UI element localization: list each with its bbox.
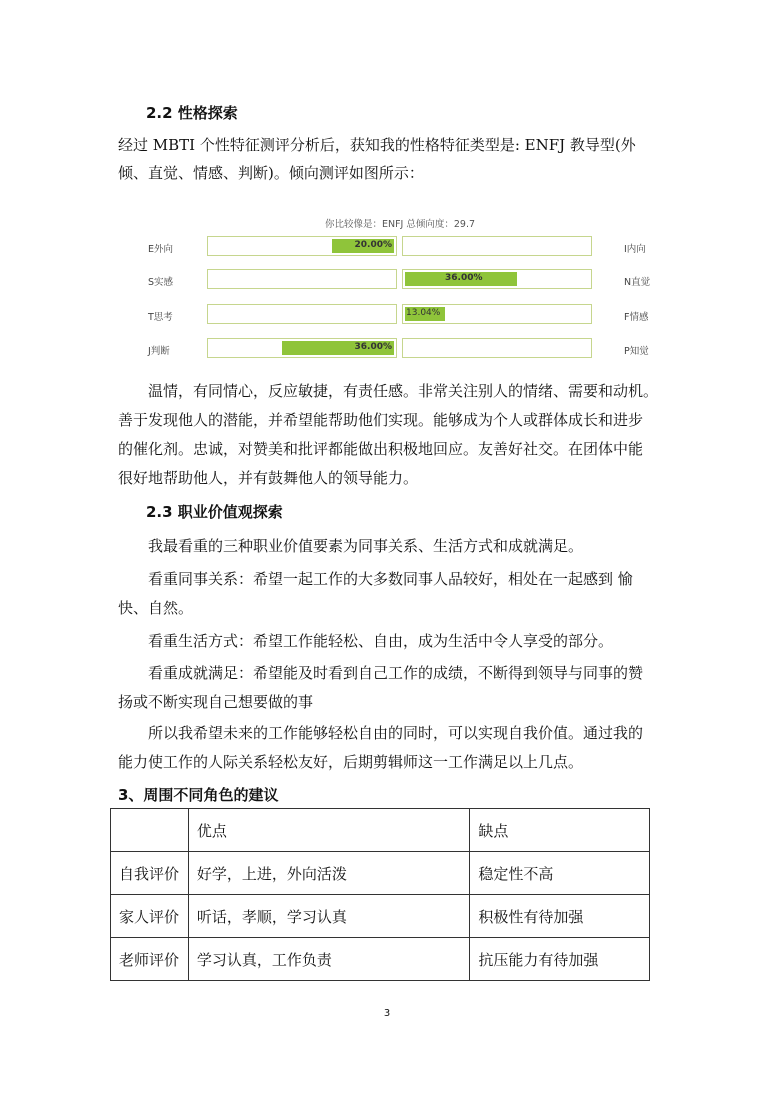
table-row	[111, 852, 650, 895]
chart-right-label: F情感	[624, 312, 649, 323]
chart-left-label: E外向	[148, 244, 174, 255]
values-p1: 我最看重的三种职业价值要素为同事关系、生活方式和成就满足。	[148, 537, 584, 555]
table-header-cell: 缺点	[470, 809, 650, 852]
table-header-cell	[111, 809, 189, 852]
chart-right-label: P知觉	[624, 346, 649, 357]
table-cell: 学习认真，工作负责	[188, 938, 469, 981]
personality-line-1: 温情，有同情心，反应敏捷，有责任感。非常关注别人的情绪、需要和动机。	[148, 382, 659, 400]
chart-right-box	[402, 236, 592, 256]
table-cell: 积极性有待加强	[470, 895, 650, 938]
chart-value-label: 36.00%	[445, 273, 483, 283]
table-row	[111, 938, 650, 981]
section-2-2-heading: 2.2 性格探索	[146, 104, 238, 122]
values-p4-line-2: 扬或不断实现自己想要做的事	[118, 693, 314, 711]
chart-value-label: 36.00%	[354, 342, 392, 352]
intro-line-2: 倾、直觉、情感、判断)。倾向测评如图所示：	[118, 164, 424, 182]
values-p5-line-1: 所以我希望未来的工作能够轻松自由的同时，可以实现自我价值。通过我的	[148, 724, 644, 742]
chart-row	[140, 304, 660, 326]
table-cell: 听话，孝顺，学习认真	[188, 895, 469, 938]
chart-row	[140, 236, 660, 258]
chart-value-label: 13.04%	[406, 308, 441, 318]
chart-left-label: T思考	[148, 312, 173, 323]
table-cell: 老师评价	[111, 938, 189, 981]
intro-line-1: 经过 MBTI 个性特征测评分析后，获知我的性格特征类型是: ENFJ 教导型(外	[118, 136, 636, 154]
chart-right-label: I内向	[624, 244, 646, 255]
table-cell: 好学，上进，外向活泼	[188, 852, 469, 895]
chart-left-label: J判断	[148, 346, 170, 357]
chart-right-box	[402, 304, 592, 324]
chart-right-label: N直觉	[624, 277, 651, 288]
chart-right-box	[402, 269, 592, 289]
chart-right-box	[402, 338, 592, 358]
values-p2-line-2: 快、自然。	[118, 599, 194, 617]
table-cell: 自我评价	[111, 852, 189, 895]
table-cell: 家人评价	[111, 895, 189, 938]
values-p3: 看重生活方式：希望工作能轻松、自由，成为生活中令人享受的部分。	[148, 632, 614, 650]
chart-value-label: 20.00%	[354, 240, 392, 250]
chart-left-box	[207, 236, 397, 256]
chart-left-box	[207, 269, 397, 289]
table-header-cell: 优点	[188, 809, 469, 852]
chart-left-box	[207, 304, 397, 324]
advice-table	[110, 808, 650, 981]
mbti-chart	[140, 210, 660, 370]
table-header-row	[111, 809, 650, 852]
personality-line-2: 善于发现他人的潜能，并希望能帮助他们实现。能够成为个人或群体成长和进步	[118, 411, 644, 429]
personality-line-4: 很好地帮助他人，并有鼓舞他人的领导能力。	[118, 469, 419, 487]
chart-row	[140, 338, 660, 360]
table-row	[111, 895, 650, 938]
personality-line-3: 的催化剂。忠诚，对赞美和批评都能做出积极地回应。友善好社交。在团体中能	[118, 440, 644, 458]
chart-row	[140, 269, 660, 291]
values-p4-line-1: 看重成就满足：希望能及时看到自己工作的成绩，不断得到领导与同事的赞	[148, 664, 644, 682]
section-2-3-heading: 2.3 职业价值观探索	[146, 503, 283, 521]
table-cell: 稳定性不高	[470, 852, 650, 895]
table-cell: 抗压能力有待加强	[470, 938, 650, 981]
values-p2-line-1: 看重同事关系：希望一起工作的大多数同事人品较好，相处在一起感到 愉	[148, 570, 633, 588]
chart-title: 你比较像是：ENFJ 总倾向度：29.7	[324, 219, 476, 230]
section-3-heading: 3、周围不同角色的建议	[118, 786, 279, 804]
chart-left-label: S实感	[148, 277, 174, 288]
values-p5-line-2: 能力使工作的人际关系轻松友好，后期剪辑师这一工作满足以上几点。	[118, 753, 584, 771]
chart-left-box	[207, 338, 397, 358]
page-number: 3	[383, 1008, 391, 1019]
